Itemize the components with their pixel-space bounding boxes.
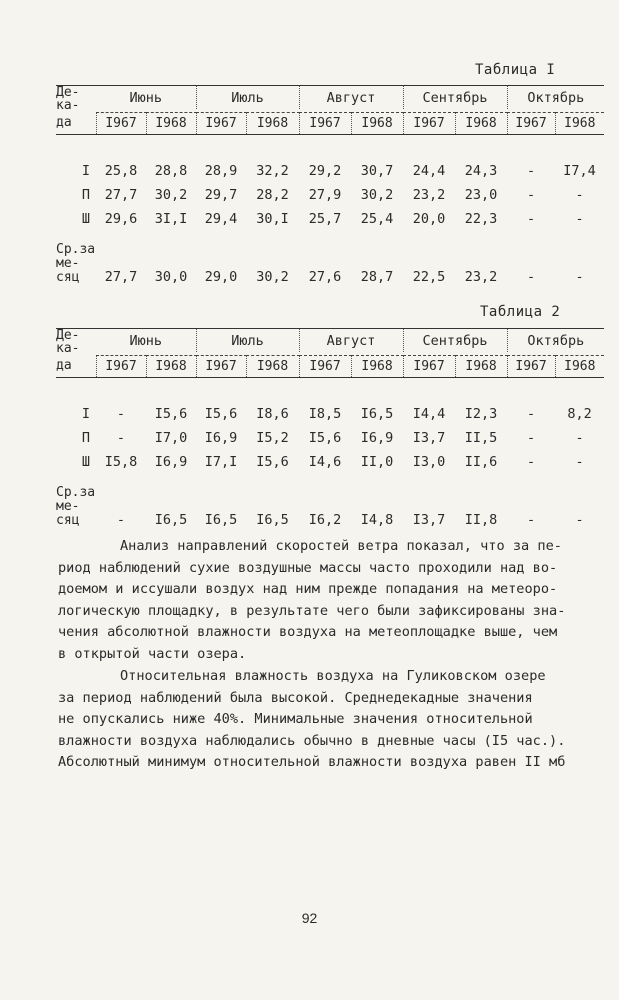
- month-header-june: Июнь: [96, 329, 196, 353]
- decade-header: Де- ка-: [56, 329, 96, 356]
- decade-header-last: да: [56, 355, 96, 377]
- year-header: I967: [403, 112, 455, 134]
- year-header: I968: [146, 112, 196, 134]
- month-header-july: Июль: [196, 329, 299, 353]
- table-row: Ш I5,8 I6,9 I7,I I5,6 I4,6 II,0 I3,0 II,6 - -: [81, 453, 584, 470]
- text-line: логическую площадку, в результате чего были зафиксированы зна-: [58, 602, 566, 619]
- year-header: I967: [507, 355, 555, 377]
- year-header: I967: [403, 355, 455, 377]
- text-line: чения абсолютной влажности воздуха на метеоплощадке выше, чем: [58, 624, 558, 641]
- year-header: I968: [455, 355, 507, 377]
- month-header-june: Июнь: [96, 86, 196, 110]
- text-line: за период наблюдений была высокой. Среднедекадные значения: [58, 689, 533, 706]
- year-header: I967: [299, 112, 351, 134]
- text-line: Относительная влажность воздуха на Гуликовском озере: [120, 668, 546, 684]
- text-line: доемом и иссушали воздух над ним прежде попадания на метеоро-: [58, 581, 558, 598]
- year-header: I967: [96, 112, 146, 134]
- text-line: в открытой части озера.: [58, 645, 247, 662]
- month-header-september: Сентябрь: [403, 329, 507, 353]
- month-header-august: Август: [299, 86, 403, 110]
- month-header-september: Сентябрь: [403, 86, 507, 110]
- paragraph-wind-analysis: [58, 536, 603, 666]
- table1-caption: Таблица I: [475, 62, 556, 78]
- year-header: I968: [555, 355, 604, 377]
- text-line: Абсолютный минимум относительной влажности воздуха равен II мб: [58, 754, 566, 771]
- year-header: I967: [196, 355, 246, 377]
- paragraph-relative-humidity: [58, 666, 603, 774]
- year-header: I968: [555, 112, 604, 134]
- month-header-october: Октябрь: [507, 329, 604, 353]
- table-row-monthly-average: Ср.за ме- сяц 27,7 30,0 29,0 30,2 27,6 28,7 22,5 23,2 - -: [56, 241, 584, 285]
- month-header-july: Июль: [196, 86, 299, 110]
- text-line: не опускались ниже 40%. Минимальные значения относительной: [58, 711, 533, 728]
- text-line: влажности воздуха наблюдались обычно в дневные часы (I5 час.).: [58, 732, 566, 749]
- year-header: I967: [299, 355, 351, 377]
- year-header: I968: [246, 355, 299, 377]
- text-line: риод наблюдений сухие воздушные массы часто проходили над во-: [58, 559, 558, 576]
- table-row-monthly-average: Ср.за ме- сяц - I6,5 I6,5 I6,5 I6,2 I4,8 I3,7 II,8 - -: [56, 484, 584, 528]
- year-header: I967: [196, 112, 246, 134]
- year-header: I968: [246, 112, 299, 134]
- month-header-august: Август: [299, 329, 403, 353]
- table2-caption: Таблица 2: [480, 304, 561, 320]
- table1: [56, 85, 604, 289]
- year-header: I968: [351, 112, 403, 134]
- decade-header-last: да: [56, 112, 96, 134]
- table-row: П 27,7 30,2 29,7 28,2 27,9 30,2 23,2 23,0 - -: [81, 186, 584, 203]
- year-header: I967: [96, 355, 146, 377]
- table-row: Ш 29,6 3I,I 29,4 30,I 25,7 25,4 20,0 22,3 - -: [81, 210, 584, 227]
- table2: [56, 328, 604, 532]
- year-header: I968: [351, 355, 403, 377]
- table-row: I - I5,6 I5,6 I8,6 I8,5 I6,5 I4,4 I2,3 - 8,2: [81, 405, 592, 422]
- year-header: I968: [146, 355, 196, 377]
- text-line: Анализ направлений скоростей ветра показал, что за пе-: [120, 538, 562, 554]
- year-header: I967: [507, 112, 555, 134]
- page-number: 92: [301, 910, 318, 926]
- table-row: I 25,8 28,8 28,9 32,2 29,2 30,7 24,4 24,3 - I7,4: [81, 162, 596, 179]
- month-header-october: Октябрь: [507, 86, 604, 110]
- table-row: П - I7,0 I6,9 I5,2 I5,6 I6,9 I3,7 II,5 - -: [81, 429, 584, 446]
- decade-header: Де- ка-: [56, 86, 96, 113]
- year-header: I968: [455, 112, 507, 134]
